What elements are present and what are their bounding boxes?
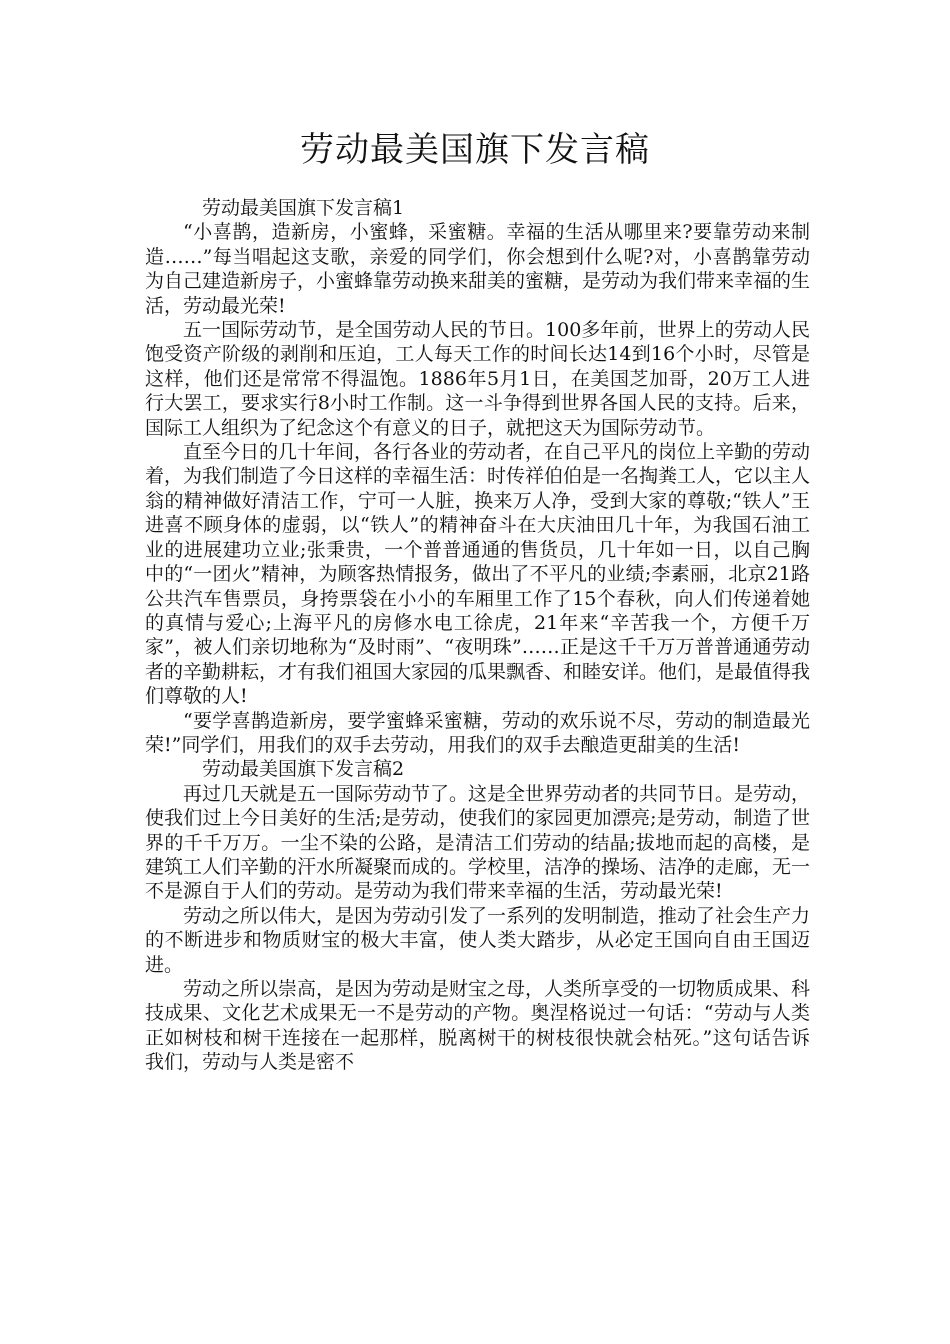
document-body xyxy=(145,196,810,1075)
section-heading: 劳动最美国旗下发言稿2 xyxy=(202,758,405,781)
paragraph: “要学喜鹊造新房，要学蜜蜂采蜜糖，劳动的欢乐说不尽，劳动的制造最光荣!”同学们，用我们的双手去劳动，用我们的双手去酿造更甜美的生活! xyxy=(145,709,810,756)
paragraph: 再过几天就是五一国际劳动节了。这是全世界劳动者的共同节日。是劳动，使我们过上今日美好的生活;是劳动，使我们的家园更加漂亮;是劳动，制造了世界的千千万万。一尘不染的公路，是清洁工们劳动的结晶;拔地而起的高楼，是建筑工人们辛勤的汗水所凝聚而成的。学校里，洁净的操场、洁净的走廊，无一不是源自于人们的劳动。是劳动为我们带来幸福的生活，劳动最光荣! xyxy=(145,782,811,903)
paragraph: 直至今日的几十年间，各行各业的劳动者，在自己平凡的岗位上辛勤的劳动着，为我们制造了今日这样的幸福生活：时传祥伯伯是一名掏粪工人，它以主人翁的精神做好清洁工作，宁可一人脏，换来万人净，受到大家的尊敬;“铁人”王进喜不顾身体的虚弱，以“铁人”的精神奋斗在大庆油田几十年，为我国石油工业的进展建功立业;张秉贵，一个普普通通的售货员，几十年如一日，以自己胸中的“一团火”精神，为顾客热情报务，做出了不平凡的业绩;李素丽，北京21路公共汽车售票员，身挎票袋在小小的车厢里工作了15个春秋，向人们传递着她的真情与爱心;上海平凡的房修水电工徐虎，21年来“辛苦我一个，方便千万家”，被人们亲切地称为“及时雨”、“夜明珠”……正是这千千万万普普通通劳动者的辛勤耕耘，才有我们祖国大家园的瓜果飘香、和睦安详。他们，是最值得我们尊敬的人! xyxy=(145,441,811,708)
paragraph: 五一国际劳动节，是全国劳动人民的节日。100多年前，世界上的劳动人民饱受资产阶级的剥削和压迫，工人每天工作的时间长达14到16个小时，尽管是这样，他们还是常常不得温饱。1886年5月1日，在美国芝加哥，20万工人进行大罢工，要求实行8小时工作制。这一斗争得到世界各国人民的支持。后来，国际工人组织为了纪念这个有意义的日子，就把这天为国际劳动节。 xyxy=(145,319,810,439)
page-title: 劳动最美国旗下发言稿 xyxy=(300,130,650,170)
paragraph: “小喜鹊，造新房，小蜜蜂，采蜜糖。幸福的生活从哪里来?要靠劳动来制造……”每当唱起这支歌，亲爱的同学们，你会想到什么呢?对，小喜鹊靠劳动为自己建造新房子，小蜜蜂靠劳动换来甜美的蜜糖，是劳动为我们带来幸福的生活，劳动最光荣! xyxy=(145,221,811,317)
paragraph: 劳动之所以崇高，是因为劳动是财宝之母，人类所享受的一切物质成果、科技成果、文化艺术成果无一不是劳动的产物。奥涅格说过一句话：“劳动与人类正如树枝和树干连接在一起那样，脱离树干的树枝很快就会枯死。”这句话告诉我们，劳动与人类是密不 xyxy=(145,978,811,1074)
section-heading: 劳动最美国旗下发言稿1 xyxy=(202,197,405,219)
paragraph: 劳动之所以伟大，是因为劳动引发了一系列的发明制造，推动了社会生产力的不断进步和物质财宝的极大丰富，使人类大踏步，从必定王国向自由王国迈进。 xyxy=(145,904,811,976)
